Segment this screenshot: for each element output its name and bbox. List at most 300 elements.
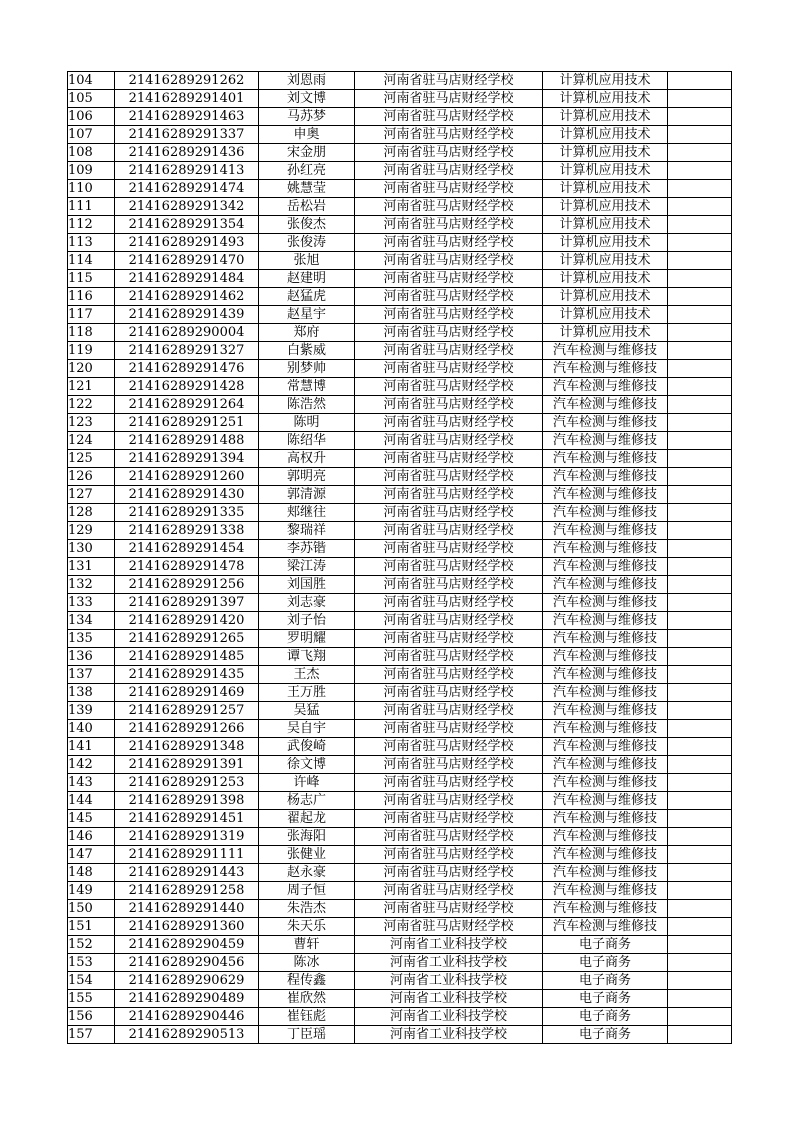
blank-cell — [668, 378, 732, 396]
student-name-cell: 刘子怡 — [259, 612, 355, 630]
major-cell: 汽车检测与维修技 — [543, 432, 668, 450]
student-id-cell: 21416289291435 — [115, 666, 259, 684]
student-name-cell: 周子恒 — [259, 882, 355, 900]
student-name-cell: 谭飞翔 — [259, 648, 355, 666]
table-row — [68, 270, 732, 288]
student-id-cell: 21416289291360 — [115, 918, 259, 936]
student-id-cell: 21416289291401 — [115, 90, 259, 108]
major-cell: 电子商务 — [543, 1008, 668, 1026]
table-row — [68, 162, 732, 180]
row-number-cell: 144 — [68, 792, 115, 810]
student-id-cell: 21416289291253 — [115, 774, 259, 792]
student-id-cell: 21416289291256 — [115, 576, 259, 594]
table-row — [68, 342, 732, 360]
blank-cell — [668, 144, 732, 162]
school-name-cell: 河南省驻马店财经学校 — [355, 198, 543, 216]
row-number-cell: 149 — [68, 882, 115, 900]
student-name-cell: 丁臣瑶 — [259, 1026, 355, 1044]
school-name-cell: 河南省工业科技学校 — [355, 990, 543, 1008]
row-number-cell: 113 — [68, 234, 115, 252]
table-row — [68, 360, 732, 378]
row-number-cell: 121 — [68, 378, 115, 396]
table-row — [68, 990, 732, 1008]
student-name-cell: 郏继往 — [259, 504, 355, 522]
school-name-cell: 河南省驻马店财经学校 — [355, 648, 543, 666]
student-id-cell: 21416289291394 — [115, 450, 259, 468]
student-name-cell: 宋金朋 — [259, 144, 355, 162]
school-name-cell: 河南省驻马店财经学校 — [355, 324, 543, 342]
school-name-cell: 河南省驻马店财经学校 — [355, 108, 543, 126]
major-cell: 电子商务 — [543, 1026, 668, 1044]
student-id-cell: 21416289291476 — [115, 360, 259, 378]
school-name-cell: 河南省驻马店财经学校 — [355, 486, 543, 504]
blank-cell — [668, 234, 732, 252]
major-cell: 计算机应用技术 — [543, 216, 668, 234]
student-name-cell: 郭清源 — [259, 486, 355, 504]
student-name-cell: 吴猛 — [259, 702, 355, 720]
row-number-cell: 119 — [68, 342, 115, 360]
student-name-cell: 翟起龙 — [259, 810, 355, 828]
student-name-cell: 张俊涛 — [259, 234, 355, 252]
student-name-cell: 朱天乐 — [259, 918, 355, 936]
student-id-cell: 21416289291258 — [115, 882, 259, 900]
school-name-cell: 河南省驻马店财经学校 — [355, 180, 543, 198]
student-id-cell: 21416289291430 — [115, 486, 259, 504]
student-name-cell: 陈明 — [259, 414, 355, 432]
row-number-cell: 112 — [68, 216, 115, 234]
row-number-cell: 142 — [68, 756, 115, 774]
school-name-cell: 河南省驻马店财经学校 — [355, 216, 543, 234]
row-number-cell: 138 — [68, 684, 115, 702]
school-name-cell: 河南省驻马店财经学校 — [355, 126, 543, 144]
row-number-cell: 157 — [68, 1026, 115, 1044]
school-name-cell: 河南省驻马店财经学校 — [355, 756, 543, 774]
row-number-cell: 122 — [68, 396, 115, 414]
row-number-cell: 108 — [68, 144, 115, 162]
student-id-cell: 21416289291327 — [115, 342, 259, 360]
student-id-cell: 21416289291469 — [115, 684, 259, 702]
school-name-cell: 河南省驻马店财经学校 — [355, 594, 543, 612]
school-name-cell: 河南省驻马店财经学校 — [355, 90, 543, 108]
blank-cell — [668, 702, 732, 720]
table-row — [68, 972, 732, 990]
major-cell: 汽车检测与维修技 — [543, 720, 668, 738]
blank-cell — [668, 540, 732, 558]
student-name-cell: 曹轩 — [259, 936, 355, 954]
table-row — [68, 522, 732, 540]
major-cell: 汽车检测与维修技 — [543, 594, 668, 612]
student-name-cell: 陈浩然 — [259, 396, 355, 414]
school-name-cell: 河南省驻马店财经学校 — [355, 450, 543, 468]
major-cell: 电子商务 — [543, 972, 668, 990]
school-name-cell: 河南省驻马店财经学校 — [355, 558, 543, 576]
row-number-cell: 127 — [68, 486, 115, 504]
student-name-cell: 马苏梦 — [259, 108, 355, 126]
major-cell: 汽车检测与维修技 — [543, 900, 668, 918]
blank-cell — [668, 990, 732, 1008]
student-id-cell: 21416289291251 — [115, 414, 259, 432]
blank-cell — [668, 324, 732, 342]
major-cell: 汽车检测与维修技 — [543, 882, 668, 900]
table-row — [68, 630, 732, 648]
student-name-cell: 赵星宇 — [259, 306, 355, 324]
school-name-cell: 河南省驻马店财经学校 — [355, 72, 543, 90]
table-row — [68, 90, 732, 108]
student-name-cell: 梁江涛 — [259, 558, 355, 576]
blank-cell — [668, 936, 732, 954]
major-cell: 汽车检测与维修技 — [543, 756, 668, 774]
major-cell: 汽车检测与维修技 — [543, 792, 668, 810]
table-row — [68, 558, 732, 576]
school-name-cell: 河南省驻马店财经学校 — [355, 342, 543, 360]
major-cell: 汽车检测与维修技 — [543, 558, 668, 576]
table-row — [68, 198, 732, 216]
school-name-cell: 河南省驻马店财经学校 — [355, 288, 543, 306]
school-name-cell: 河南省驻马店财经学校 — [355, 162, 543, 180]
table-row — [68, 126, 732, 144]
student-id-cell: 21416289291463 — [115, 108, 259, 126]
blank-cell — [668, 72, 732, 90]
major-cell: 汽车检测与维修技 — [543, 522, 668, 540]
table-row — [68, 810, 732, 828]
major-cell: 汽车检测与维修技 — [543, 486, 668, 504]
major-cell: 汽车检测与维修技 — [543, 504, 668, 522]
blank-cell — [668, 666, 732, 684]
row-number-cell: 151 — [68, 918, 115, 936]
table-row — [68, 666, 732, 684]
student-id-cell: 21416289291265 — [115, 630, 259, 648]
student-name-cell: 刘恩雨 — [259, 72, 355, 90]
school-name-cell: 河南省驻马店财经学校 — [355, 864, 543, 882]
blank-cell — [668, 414, 732, 432]
student-name-cell: 刘国胜 — [259, 576, 355, 594]
student-name-cell: 张健业 — [259, 846, 355, 864]
school-name-cell: 河南省驻马店财经学校 — [355, 792, 543, 810]
table-row — [68, 72, 732, 90]
student-id-cell: 21416289290459 — [115, 936, 259, 954]
table-row — [68, 756, 732, 774]
student-id-cell: 21416289291413 — [115, 162, 259, 180]
row-number-cell: 107 — [68, 126, 115, 144]
student-name-cell: 陈绍华 — [259, 432, 355, 450]
school-name-cell: 河南省工业科技学校 — [355, 1008, 543, 1026]
student-name-cell: 崔钰彪 — [259, 1008, 355, 1026]
major-cell: 汽车检测与维修技 — [543, 468, 668, 486]
school-name-cell: 河南省工业科技学校 — [355, 936, 543, 954]
row-number-cell: 140 — [68, 720, 115, 738]
student-name-cell: 杨志广 — [259, 792, 355, 810]
student-id-cell: 21416289290629 — [115, 972, 259, 990]
major-cell: 汽车检测与维修技 — [543, 396, 668, 414]
school-name-cell: 河南省驻马店财经学校 — [355, 900, 543, 918]
blank-cell — [668, 180, 732, 198]
student-id-cell: 21416289291454 — [115, 540, 259, 558]
school-name-cell: 河南省驻马店财经学校 — [355, 828, 543, 846]
student-name-cell: 赵建明 — [259, 270, 355, 288]
school-name-cell: 河南省驻马店财经学校 — [355, 846, 543, 864]
row-number-cell: 133 — [68, 594, 115, 612]
table-row — [68, 216, 732, 234]
school-name-cell: 河南省驻马店财经学校 — [355, 810, 543, 828]
student-id-cell: 21416289291484 — [115, 270, 259, 288]
student-id-cell: 21416289291397 — [115, 594, 259, 612]
major-cell: 计算机应用技术 — [543, 180, 668, 198]
row-number-cell: 150 — [68, 900, 115, 918]
school-name-cell: 河南省驻马店财经学校 — [355, 576, 543, 594]
school-name-cell: 河南省驻马店财经学校 — [355, 378, 543, 396]
table-row — [68, 450, 732, 468]
table-row — [68, 864, 732, 882]
major-cell: 汽车检测与维修技 — [543, 810, 668, 828]
major-cell: 计算机应用技术 — [543, 198, 668, 216]
table-row — [68, 414, 732, 432]
table-row — [68, 396, 732, 414]
student-id-cell: 21416289291319 — [115, 828, 259, 846]
blank-cell — [668, 522, 732, 540]
school-name-cell: 河南省驻马店财经学校 — [355, 720, 543, 738]
major-cell: 电子商务 — [543, 954, 668, 972]
blank-cell — [668, 810, 732, 828]
major-cell: 汽车检测与维修技 — [543, 630, 668, 648]
blank-cell — [668, 972, 732, 990]
student-name-cell: 王万胜 — [259, 684, 355, 702]
blank-cell — [668, 954, 732, 972]
table-row — [68, 432, 732, 450]
student-name-cell: 李苏锴 — [259, 540, 355, 558]
blank-cell — [668, 270, 732, 288]
school-name-cell: 河南省驻马店财经学校 — [355, 882, 543, 900]
table-row — [68, 504, 732, 522]
student-id-cell: 21416289291391 — [115, 756, 259, 774]
student-id-cell: 21416289291462 — [115, 288, 259, 306]
student-name-cell: 程传鑫 — [259, 972, 355, 990]
student-name-cell: 朱浩杰 — [259, 900, 355, 918]
blank-cell — [668, 918, 732, 936]
row-number-cell: 139 — [68, 702, 115, 720]
row-number-cell: 123 — [68, 414, 115, 432]
blank-cell — [668, 198, 732, 216]
school-name-cell: 河南省驻马店财经学校 — [355, 468, 543, 486]
row-number-cell: 156 — [68, 1008, 115, 1026]
blank-cell — [668, 684, 732, 702]
blank-cell — [668, 846, 732, 864]
major-cell: 汽车检测与维修技 — [543, 828, 668, 846]
student-name-cell: 姚慧莹 — [259, 180, 355, 198]
major-cell: 计算机应用技术 — [543, 126, 668, 144]
student-name-cell: 赵猛虎 — [259, 288, 355, 306]
blank-cell — [668, 306, 732, 324]
row-number-cell: 134 — [68, 612, 115, 630]
major-cell: 电子商务 — [543, 990, 668, 1008]
student-id-cell: 21416289290489 — [115, 990, 259, 1008]
table-row — [68, 648, 732, 666]
major-cell: 汽车检测与维修技 — [543, 360, 668, 378]
table-row — [68, 108, 732, 126]
row-number-cell: 141 — [68, 738, 115, 756]
school-name-cell: 河南省驻马店财经学校 — [355, 702, 543, 720]
blank-cell — [668, 864, 732, 882]
major-cell: 汽车检测与维修技 — [543, 378, 668, 396]
table-row — [68, 180, 732, 198]
blank-cell — [668, 594, 732, 612]
blank-cell — [668, 882, 732, 900]
major-cell: 汽车检测与维修技 — [543, 684, 668, 702]
row-number-cell: 109 — [68, 162, 115, 180]
row-number-cell: 132 — [68, 576, 115, 594]
major-cell: 汽车检测与维修技 — [543, 846, 668, 864]
student-id-cell: 21416289291262 — [115, 72, 259, 90]
blank-cell — [668, 432, 732, 450]
school-name-cell: 河南省驻马店财经学校 — [355, 252, 543, 270]
table-row — [68, 882, 732, 900]
student-name-cell: 徐文博 — [259, 756, 355, 774]
school-name-cell: 河南省驻马店财经学校 — [355, 774, 543, 792]
row-number-cell: 115 — [68, 270, 115, 288]
student-id-cell: 21416289291470 — [115, 252, 259, 270]
student-id-cell: 21416289291260 — [115, 468, 259, 486]
student-id-cell: 21416289291474 — [115, 180, 259, 198]
row-number-cell: 130 — [68, 540, 115, 558]
row-number-cell: 143 — [68, 774, 115, 792]
student-name-cell: 孙红亮 — [259, 162, 355, 180]
row-number-cell: 131 — [68, 558, 115, 576]
table-row — [68, 144, 732, 162]
row-number-cell: 104 — [68, 72, 115, 90]
student-id-cell: 21416289291111 — [115, 846, 259, 864]
student-id-cell: 21416289291439 — [115, 306, 259, 324]
student-id-cell: 21416289290456 — [115, 954, 259, 972]
row-number-cell: 152 — [68, 936, 115, 954]
major-cell: 计算机应用技术 — [543, 234, 668, 252]
row-number-cell: 125 — [68, 450, 115, 468]
student-id-cell: 21416289291478 — [115, 558, 259, 576]
table-row — [68, 234, 732, 252]
student-id-cell: 21416289291420 — [115, 612, 259, 630]
major-cell: 计算机应用技术 — [543, 306, 668, 324]
table-row — [68, 774, 732, 792]
student-name-cell: 刘志豪 — [259, 594, 355, 612]
table-row — [68, 918, 732, 936]
student-name-cell: 陈冰 — [259, 954, 355, 972]
student-id-cell: 21416289291266 — [115, 720, 259, 738]
student-name-cell: 张旭 — [259, 252, 355, 270]
student-name-cell: 高权升 — [259, 450, 355, 468]
school-name-cell: 河南省驻马店财经学校 — [355, 432, 543, 450]
student-id-cell: 21416289291428 — [115, 378, 259, 396]
blank-cell — [668, 342, 732, 360]
row-number-cell: 129 — [68, 522, 115, 540]
student-id-cell: 21416289291488 — [115, 432, 259, 450]
row-number-cell: 148 — [68, 864, 115, 882]
student-name-cell: 许峰 — [259, 774, 355, 792]
row-number-cell: 153 — [68, 954, 115, 972]
student-roster-table — [67, 71, 732, 1044]
student-id-cell: 21416289291493 — [115, 234, 259, 252]
table-row — [68, 540, 732, 558]
student-name-cell: 白紫威 — [259, 342, 355, 360]
major-cell: 汽车检测与维修技 — [543, 414, 668, 432]
blank-cell — [668, 108, 732, 126]
row-number-cell: 110 — [68, 180, 115, 198]
row-number-cell: 135 — [68, 630, 115, 648]
table-row — [68, 594, 732, 612]
major-cell: 汽车检测与维修技 — [543, 342, 668, 360]
table-row — [68, 1026, 732, 1044]
row-number-cell: 136 — [68, 648, 115, 666]
blank-cell — [668, 162, 732, 180]
student-name-cell: 崔欣然 — [259, 990, 355, 1008]
school-name-cell: 河南省驻马店财经学校 — [355, 144, 543, 162]
school-name-cell: 河南省工业科技学校 — [355, 1026, 543, 1044]
blank-cell — [668, 756, 732, 774]
major-cell: 计算机应用技术 — [543, 90, 668, 108]
school-name-cell: 河南省驻马店财经学校 — [355, 234, 543, 252]
row-number-cell: 147 — [68, 846, 115, 864]
student-name-cell: 吴自宇 — [259, 720, 355, 738]
school-name-cell: 河南省工业科技学校 — [355, 954, 543, 972]
student-name-cell: 张海阳 — [259, 828, 355, 846]
table-row — [68, 288, 732, 306]
blank-cell — [668, 126, 732, 144]
blank-cell — [668, 576, 732, 594]
student-id-cell: 21416289291451 — [115, 810, 259, 828]
school-name-cell: 河南省驻马店财经学校 — [355, 522, 543, 540]
student-name-cell: 常慧博 — [259, 378, 355, 396]
school-name-cell: 河南省驻马店财经学校 — [355, 666, 543, 684]
student-id-cell: 21416289291348 — [115, 738, 259, 756]
school-name-cell: 河南省驻马店财经学校 — [355, 270, 543, 288]
major-cell: 汽车检测与维修技 — [543, 540, 668, 558]
blank-cell — [668, 468, 732, 486]
student-id-cell: 21416289291440 — [115, 900, 259, 918]
student-id-cell: 21416289290513 — [115, 1026, 259, 1044]
blank-cell — [668, 792, 732, 810]
major-cell: 汽车检测与维修技 — [543, 774, 668, 792]
row-number-cell: 105 — [68, 90, 115, 108]
student-name-cell: 别梦帅 — [259, 360, 355, 378]
row-number-cell: 128 — [68, 504, 115, 522]
table-row — [68, 936, 732, 954]
row-number-cell: 146 — [68, 828, 115, 846]
student-id-cell: 21416289291257 — [115, 702, 259, 720]
major-cell: 计算机应用技术 — [543, 252, 668, 270]
student-name-cell: 赵永豪 — [259, 864, 355, 882]
major-cell: 汽车检测与维修技 — [543, 612, 668, 630]
table-row — [68, 684, 732, 702]
table-row — [68, 702, 732, 720]
roster-body — [68, 72, 732, 1044]
school-name-cell: 河南省驻马店财经学校 — [355, 684, 543, 702]
table-row — [68, 1008, 732, 1026]
major-cell: 计算机应用技术 — [543, 288, 668, 306]
blank-cell — [668, 774, 732, 792]
student-id-cell: 21416289291338 — [115, 522, 259, 540]
school-name-cell: 河南省驻马店财经学校 — [355, 306, 543, 324]
major-cell: 计算机应用技术 — [543, 144, 668, 162]
blank-cell — [668, 1026, 732, 1044]
blank-cell — [668, 486, 732, 504]
student-id-cell: 21416289290004 — [115, 324, 259, 342]
major-cell: 计算机应用技术 — [543, 270, 668, 288]
student-name-cell: 郭明亮 — [259, 468, 355, 486]
row-number-cell: 106 — [68, 108, 115, 126]
blank-cell — [668, 828, 732, 846]
student-id-cell: 21416289291354 — [115, 216, 259, 234]
major-cell: 汽车检测与维修技 — [543, 702, 668, 720]
row-number-cell: 114 — [68, 252, 115, 270]
table-row — [68, 828, 732, 846]
blank-cell — [668, 504, 732, 522]
